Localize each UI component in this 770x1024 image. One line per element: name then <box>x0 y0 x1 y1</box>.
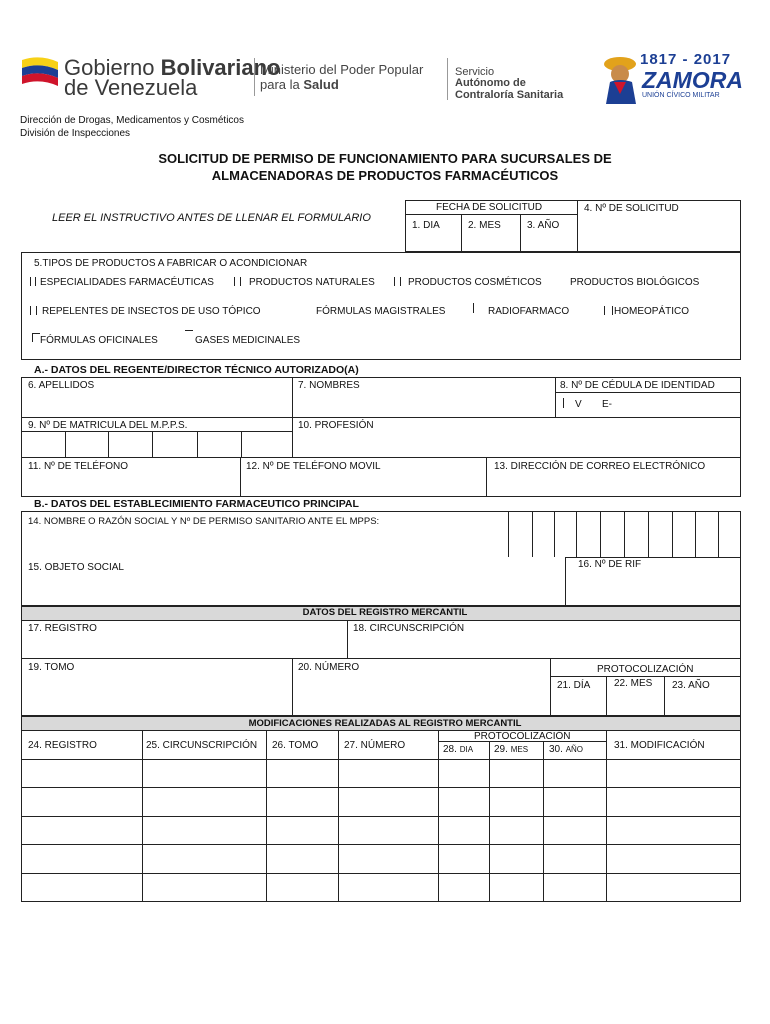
fecha-label-line <box>405 214 577 215</box>
cosmeticos-checkbox[interactable] <box>394 277 395 286</box>
registro-col-numero <box>292 658 293 716</box>
section-b-title: B.- DATOS DEL ESTABLECIMIENTO FARMACEUTICO PRINCIPAL <box>34 498 359 510</box>
gases-label: GASES MEDICINALES <box>195 335 301 346</box>
rif-cell-9 <box>695 511 696 557</box>
cedula-v-label: V <box>575 399 582 410</box>
cedula-e-field[interactable]: E- <box>602 399 612 410</box>
mod-row-2 <box>21 787 741 788</box>
especialidades-checkbox[interactable] <box>30 277 31 286</box>
mod-row-3 <box>21 816 741 817</box>
a-cedula-label-line <box>555 392 741 393</box>
b-row1-bottom <box>565 557 741 558</box>
office-line1: Dirección de Drogas, Medicamentos y Cosméticos <box>20 115 244 126</box>
telefono-field[interactable]: 11. Nº DE TELÉFONO <box>28 461 128 472</box>
service-line3: Contraloría Sanitaria <box>455 89 564 101</box>
mod-row-5 <box>21 873 741 874</box>
especialidades-label: ESPECIALIDADES FARMACÉUTICAS <box>40 277 214 288</box>
a-matricula-cell-3 <box>152 431 153 457</box>
nombres-field[interactable]: 7. NOMBRES <box>298 380 360 391</box>
mod-tomo-header: 26. TOMO <box>272 740 319 751</box>
a-row1-bottom <box>21 417 741 418</box>
zamora-sub: UNIÓN CÍVICO MILITAR <box>642 92 720 99</box>
gov-line2: de Venezuela <box>64 75 198 100</box>
fecha-dia-field[interactable]: 1. DIA <box>412 220 440 231</box>
rif-cell-10 <box>718 511 719 557</box>
mod-proto-header: PROTOCOLIZACIÓN <box>474 731 571 742</box>
fecha-mes-field[interactable]: 2. MES <box>468 220 501 231</box>
a-matricula-cell-4 <box>197 431 198 457</box>
zamora-figure-icon <box>600 52 642 104</box>
fecha-anio-field[interactable]: 3. AÑO <box>527 220 560 231</box>
movil-field[interactable]: 12. Nº DE TELÉFONO MOVIL <box>246 461 381 472</box>
gases-checkbox[interactable] <box>185 330 193 331</box>
service-line2: Autónomo de <box>455 77 526 89</box>
repelentes-checkbox-edge <box>36 306 37 315</box>
mod-registro-header: 24. REGISTRO <box>28 740 97 751</box>
section-a-box <box>21 377 741 497</box>
registro-col-proto <box>550 658 551 716</box>
rif-cell-6 <box>624 511 625 557</box>
numero-field[interactable]: 20. NÚMERO <box>298 662 360 673</box>
matricula-field[interactable]: 9. Nº DE MATRICULA DEL M.P.P.S. <box>28 420 188 431</box>
circunscripcion-field[interactable]: 18. CIRCUNSCRIPCIÓN <box>353 623 465 634</box>
cedula-label: 8. Nº DE CÉDULA DE IDENTIDAD <box>560 380 715 391</box>
a-col-movil <box>240 457 241 497</box>
modificaciones-header-line <box>21 730 741 731</box>
registro-anio-field[interactable]: 23. AÑO <box>672 680 710 691</box>
registro-col-anio <box>664 676 665 716</box>
biologicos-label[interactable]: PRODUCTOS BIOLÓGICOS <box>570 277 700 288</box>
mod-modificacion-header: 31. MODIFICACIÓN <box>614 740 705 751</box>
a-matricula-cell-1 <box>65 431 66 457</box>
mod-numero-header: 27. NÚMERO <box>344 740 406 751</box>
header-divider-2 <box>447 58 448 100</box>
fecha-col-1 <box>461 214 462 252</box>
registro-mes-field[interactable]: 22. MES <box>614 678 653 689</box>
mod-dia-header: 28. DIA <box>443 744 474 755</box>
especialidades-checkbox-edge <box>35 277 36 286</box>
rif-cell-2 <box>532 511 533 557</box>
oficinales-checkbox[interactable] <box>32 333 40 342</box>
registro-proto-label: PROTOCOLIZACIÓN <box>597 664 694 675</box>
homeopatico-checkbox-edge <box>612 306 613 315</box>
rif-cell-4 <box>576 511 577 557</box>
office-line2: División de Inspecciones <box>20 128 131 139</box>
zamora-name: ZAMORA <box>642 67 743 93</box>
mod-row-4 <box>21 844 741 845</box>
naturales-checkbox-edge <box>240 277 241 286</box>
mod-mes-header: 29. MES <box>494 744 529 755</box>
rif-cell-7 <box>648 511 649 557</box>
registro-field[interactable]: 17. REGISTRO <box>28 623 97 634</box>
modificaciones-title: MODIFICACIONES REALIZADAS AL REGISTRO MERCANTIL <box>248 718 522 729</box>
mod-circ-header: 25. CIRCUNSCRIPCIÓN <box>146 740 258 751</box>
nombre-field[interactable]: 14. NOMBRE O RAZÓN SOCIAL Y Nº DE PERMISO SANITARIO ANTE EL MPPS: <box>28 516 380 527</box>
fecha-col-2 <box>520 214 521 252</box>
header-divider <box>254 58 255 96</box>
solicitud-number-field[interactable]: 4. Nº DE SOLICITUD <box>584 203 679 214</box>
radiofarmaco-label: RADIOFARMACO <box>488 306 570 317</box>
ministry-line1: Ministerio del Poder Popular <box>260 62 424 77</box>
tipos-label: 5.TIPOS DE PRODUCTOS A FABRICAR O ACONDICIONAR <box>34 258 308 269</box>
naturales-checkbox[interactable] <box>234 277 235 286</box>
a-col-correo <box>486 457 487 497</box>
instructions-text: LEER EL INSTRUCTIVO ANTES DE LLENAR EL FORMULARIO <box>52 212 371 224</box>
mod-col-anio <box>543 741 544 902</box>
section-a-title: A.- DATOS DEL REGENTE/DIRECTOR TÉCNICO AUTORIZADO(A) <box>34 364 359 376</box>
homeopatico-label: HOMEOPÁTICO <box>614 306 690 317</box>
rif-cell-5 <box>600 511 601 557</box>
correo-field[interactable]: 13. DIRECCIÓN DE CORREO ELECTRÓNICO <box>494 461 706 472</box>
registro-header-line <box>21 620 741 621</box>
a-row2-bottom <box>21 457 741 458</box>
registro-row1-bottom <box>21 658 741 659</box>
homeopatico-checkbox[interactable] <box>604 306 605 315</box>
ministry-line2: para la Salud <box>260 77 339 92</box>
oficinales-label: FÓRMULAS OFICINALES <box>40 335 158 346</box>
page-title-line1: SOLICITUD DE PERMISO DE FUNCIONAMIENTO PARA SUCURSALES DE <box>158 151 612 166</box>
fecha-label: FECHA DE SOLICITUD <box>436 202 543 213</box>
zamora-years: 1817 - 2017 <box>640 51 732 68</box>
mod-anio-header: 30. AÑO <box>549 744 584 755</box>
rif-cell-1 <box>508 511 509 557</box>
fecha-divider <box>577 200 578 252</box>
rif-cell-8 <box>672 511 673 557</box>
gov-line1-bold: Bolivariano <box>160 55 281 80</box>
cosmeticos-checkbox-edge <box>400 277 401 286</box>
a-col-profesion <box>292 417 293 457</box>
mod-row-1 <box>21 759 741 760</box>
rif-cell-3 <box>554 511 555 557</box>
registro-dia-field[interactable]: 21. DÍA <box>557 680 591 691</box>
mod-col-mes <box>489 741 490 902</box>
magistrales-label[interactable]: FÓRMULAS MAGISTRALES <box>316 306 446 317</box>
registro-col-circ <box>347 620 348 658</box>
naturales-label: PRODUCTOS NATURALES <box>249 277 375 288</box>
cedula-v-checkbox[interactable] <box>563 398 564 408</box>
repelentes-label: REPELENTES DE INSECTOS DE USO TÓPICO <box>42 306 261 317</box>
repelentes-checkbox[interactable] <box>30 306 31 315</box>
registro-proto-line <box>550 676 741 677</box>
a-col-cedula <box>555 377 556 417</box>
b-col-rif <box>565 557 566 606</box>
rif-field[interactable]: 16. Nº DE RIF <box>578 559 642 570</box>
a-matricula-cell-5 <box>241 431 242 457</box>
cosmeticos-label: PRODUCTOS COSMÉTICOS <box>408 277 542 288</box>
page-title-line2: ALMACENADORAS DE PRODUCTOS FARMACÉUTICOS <box>211 168 559 183</box>
tomo-field[interactable]: 19. TOMO <box>28 662 75 673</box>
service-line1: Servicio <box>455 66 495 78</box>
registro-col-mes <box>606 676 607 716</box>
a-matricula-cell-2 <box>108 431 109 457</box>
registro-title: DATOS DEL REGISTRO MERCANTIL <box>302 607 468 618</box>
profesion-field[interactable]: 10. PROFESIÓN <box>298 420 374 431</box>
objeto-field[interactable]: 15. OBJETO SOCIAL <box>28 562 124 573</box>
a-col-apellidos <box>292 377 293 417</box>
apellidos-field[interactable]: 6. APELLIDOS <box>28 380 95 391</box>
radiofarmaco-checkbox[interactable] <box>473 303 474 313</box>
venezuela-flag-icon <box>20 56 60 92</box>
gov-line1: Gobierno <box>64 55 155 80</box>
